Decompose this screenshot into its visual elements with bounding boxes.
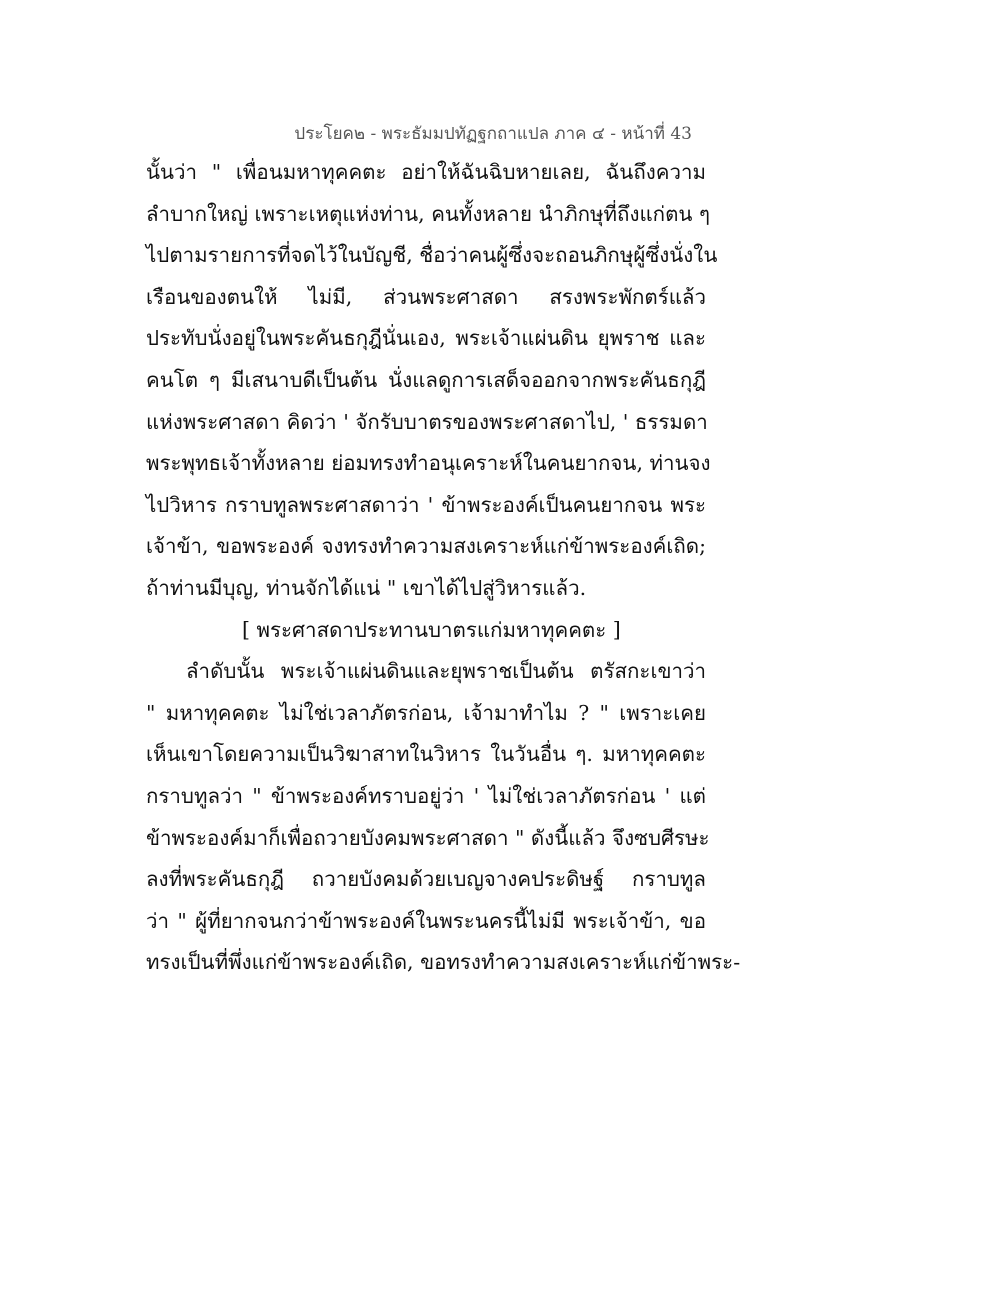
text-line: แห่งพระศาสดา คิดว่า ' จักรับบาตรของพระศาสดาไป, ' ธรรมดา (146, 409, 708, 434)
page-header: ประโยค๒ - พระธัมมปทัฏฐกถาแปล ภาค ๔ - หน้าที่ 43 (294, 124, 692, 144)
text-line: กราบทูลว่า " ข้าพระองค์ทราบอยู่ว่า ' ไม่ใช่เวลาภัตรก่อน ' แต่ (146, 783, 706, 808)
text-line: ลำดับนั้น พระเจ้าแผ่นดินและยุพราชเป็นต้น ตรัสกะเขาว่า (186, 659, 706, 684)
text-line: คนโต ๆ มีเสนาบดีเป็นต้น นั่งแลดูการเสด็จออกจากพระคันธกุฎี (146, 367, 706, 392)
text-line: ลำบากใหญ่ เพราะเหตุแห่งท่าน, คนทั้งหลาย นำภิกษุที่ถึงแก่ตน ๆ (146, 201, 710, 226)
text-line: ถ้าท่านมีบุญ, ท่านจักได้แน่ " เขาได้ไปสู่วิหารแล้ว. (146, 575, 587, 600)
section-heading: [ พระศาสดาประทานบาตรแก่มหาทุคคตะ ] (242, 617, 621, 642)
text-line: ลงที่พระคันธกุฎี ถวายบังคมด้วยเบญจางคประดิษฐ์ กราบทูล (146, 867, 706, 892)
text-line: ประทับนั่งอยู่ในพระคันธกุฎีนั่นเอง, พระเจ้าแผ่นดิน ยุพราช และ (146, 326, 706, 351)
text-line: ว่า " ผู้ที่ยากจนกว่าข้าพระองค์ในพระนครนี้ไม่มี พระเจ้าข้า, ขอ (146, 908, 706, 933)
text-line: ข้าพระองค์มาก็เพื่อถวายบังคมพระศาสดา " ดังนี้แล้ว จึงซบศีรษะ (146, 825, 710, 850)
text-line: เห็นเขาโดยความเป็นวิฆาสาทในวิหาร ในวันอื่น ๆ. มหาทุคคตะ (146, 742, 706, 767)
text-line: พระพุทธเจ้าทั้งหลาย ย่อมทรงทำอนุเคราะห์ในคนยากจน, ท่านจง (146, 451, 711, 476)
page-body (146, 152, 741, 984)
text-line: ไปตามรายการที่จดไว้ในบัญชี, ชื่อว่าคนผู้ซึ่งจะถอนภิกษุผู้ซึ่งนั่งใน (146, 243, 718, 268)
text-line: ทรงเป็นที่พึ่งแก่ข้าพระองค์เถิด, ขอทรงทำความสงเคราะห์แก่ข้าพระ- (146, 950, 741, 975)
text-line: เจ้าข้า, ขอพระองค์ จงทรงทำความสงเคราะห์แก่ข้าพระองค์เถิด; (146, 534, 706, 559)
text-line: ไปวิหาร กราบทูลพระศาสดาว่า ' ข้าพระองค์เป็นคนยากจน พระ (146, 492, 706, 517)
text-line: เรือนของตนให้ ไม่มี, ส่วนพระศาสดา สรงพระพักตร์แล้ว (146, 284, 706, 309)
text-line: นั้นว่า " เพื่อนมหาทุคคตะ อย่าให้ฉันฉิบหายเลย, ฉันถึงความ (146, 160, 706, 184)
text-line: " มหาทุคคตะ ไม่ใช่เวลาภัตรก่อน, เจ้ามาทำไม ? " เพราะเคย (146, 700, 706, 725)
